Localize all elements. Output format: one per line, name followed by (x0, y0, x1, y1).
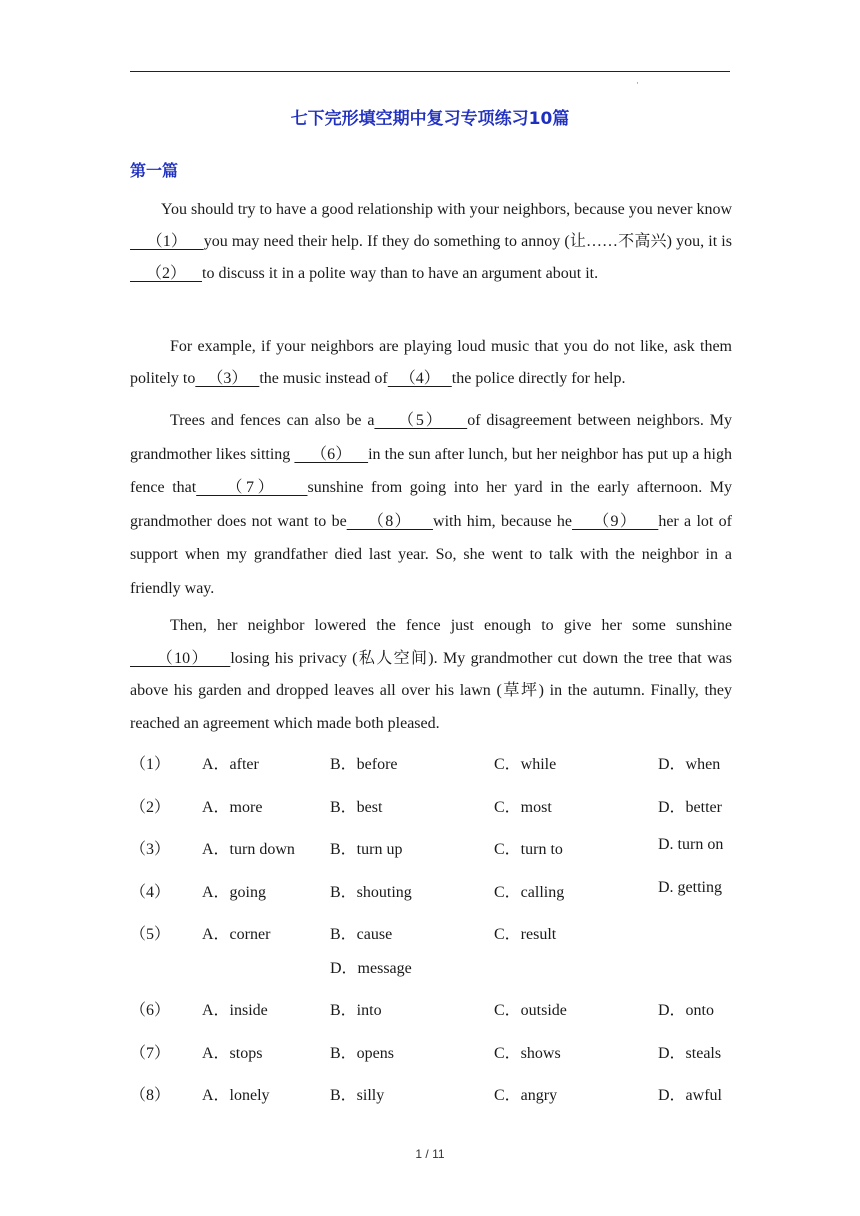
question-number: （2） (130, 798, 171, 816)
option-a: A．going (202, 883, 267, 901)
option-d: D. getting (658, 878, 722, 896)
option-c: C．calling (494, 883, 565, 901)
question-row-3 (130, 827, 740, 870)
passage-text: the music instead of (259, 370, 388, 387)
blank-7: （7） (196, 479, 308, 496)
option-b: B．opens (330, 1044, 395, 1062)
blank-5: （5） (374, 412, 468, 429)
question-number: （8） (130, 1087, 171, 1104)
passage-text: sunshine from going into her yard in the early afternoon. My grandmother does not want to be (130, 479, 732, 530)
passage-text: with him, because he (433, 512, 572, 530)
passage-text: of disagreement between neighbors. My grandmother likes sitting (130, 412, 732, 463)
question-row-1 (130, 742, 740, 785)
passage-paragraph-3 (130, 404, 732, 605)
option-a: A．corner (202, 926, 271, 943)
option-b: B．into (330, 1002, 382, 1019)
option-b: B．cause (330, 926, 393, 943)
option-d: D．message (330, 960, 412, 977)
passage-text: in the sun after lunch, but her neighbor has put up a high fence that (130, 445, 732, 496)
blank-10: （10） (130, 649, 231, 667)
option-c: C．while (494, 756, 557, 773)
option-b: B．best (330, 798, 383, 816)
blank-9: （9） (572, 512, 659, 530)
passage-text: her a lot of support when my grandfather died last year. So, she went to talk with the neighbor in a friendly way. (130, 512, 732, 597)
option-c: C．turn to (494, 841, 563, 858)
question-row-5 (130, 912, 740, 988)
question-number: （7） (130, 1044, 171, 1062)
passage-text: Then, her neighbor lowered the fence just enough to give her some sunshine (170, 617, 732, 634)
option-b: B．before (330, 756, 398, 773)
header-dot: · (636, 78, 639, 88)
question-number: （5） (130, 926, 171, 943)
question-row-4 (130, 870, 740, 913)
blank-1: （1） (130, 233, 204, 250)
passage-text: Trees and fences can also be a (170, 412, 375, 429)
blank-2: （2） (130, 265, 203, 282)
option-c: C．result (494, 926, 557, 943)
option-d: D．better (658, 798, 722, 816)
passage-text: the police directly for help. (451, 370, 626, 387)
option-a: A．inside (202, 1002, 268, 1019)
question-row-6 (130, 988, 740, 1031)
option-b: B．turn up (330, 841, 403, 858)
page-indicator: 1 / 11 (415, 1147, 445, 1161)
option-a: A．more (202, 798, 263, 816)
question-options (130, 742, 740, 1116)
passage-paragraph-2 (130, 331, 732, 395)
question-number: （6） (130, 1002, 171, 1019)
option-a: A．after (202, 756, 259, 773)
document-title: 七下完形填空期中复习专项练习10篇 (290, 109, 570, 129)
question-row-2 (130, 785, 740, 828)
blank-3: （3） (195, 370, 260, 387)
passage-text: you may need their help. If they do something to annoy (让……不高兴) you, it is (203, 233, 732, 250)
question-row-7 (130, 1031, 740, 1074)
passage-text: You should try to have a good relationship with your neighbors, because you never know (161, 201, 732, 218)
blank-6: （6） (294, 445, 369, 463)
question-number: （4） (130, 883, 171, 901)
question-number: （1） (130, 756, 171, 773)
blank-8: （8） (346, 512, 434, 530)
passage-paragraph-4 (130, 610, 732, 740)
passage-paragraph-1 (130, 194, 732, 290)
header-rule (130, 71, 730, 72)
option-b: B．shouting (330, 883, 412, 901)
blank-4: （4） (387, 370, 452, 387)
passage-text: For example, if your neighbors are playing loud music that you do not like, ask them politely to (130, 338, 732, 387)
passage-text: to discuss it in a polite way than to have an argument about it. (202, 265, 599, 282)
option-d: D. turn on (658, 836, 724, 853)
option-a: A．turn down (202, 841, 295, 858)
section-heading: 第一篇 (130, 161, 179, 180)
option-a: A．lonely (202, 1087, 270, 1104)
question-number: （3） (130, 841, 171, 858)
option-d: D．steals (658, 1044, 722, 1062)
option-c: C．outside (494, 1002, 567, 1019)
option-d: D．onto (658, 1002, 715, 1019)
option-d: D．awful (658, 1087, 722, 1104)
option-c: C．most (494, 798, 552, 816)
option-d: D．when (658, 756, 721, 773)
option-c: C．angry (494, 1087, 558, 1104)
option-a: A．stops (202, 1044, 263, 1062)
option-b: B．silly (330, 1087, 385, 1104)
passage-text: losing his privacy (私人空间). My grandmother cut down the tree that was above his garden and dropped leaves all over his lawn (草坪) in the autumn. Finally, they reached an agreement which made both pleased. (130, 649, 732, 732)
option-c: C．shows (494, 1044, 561, 1062)
question-row-8 (130, 1073, 740, 1116)
